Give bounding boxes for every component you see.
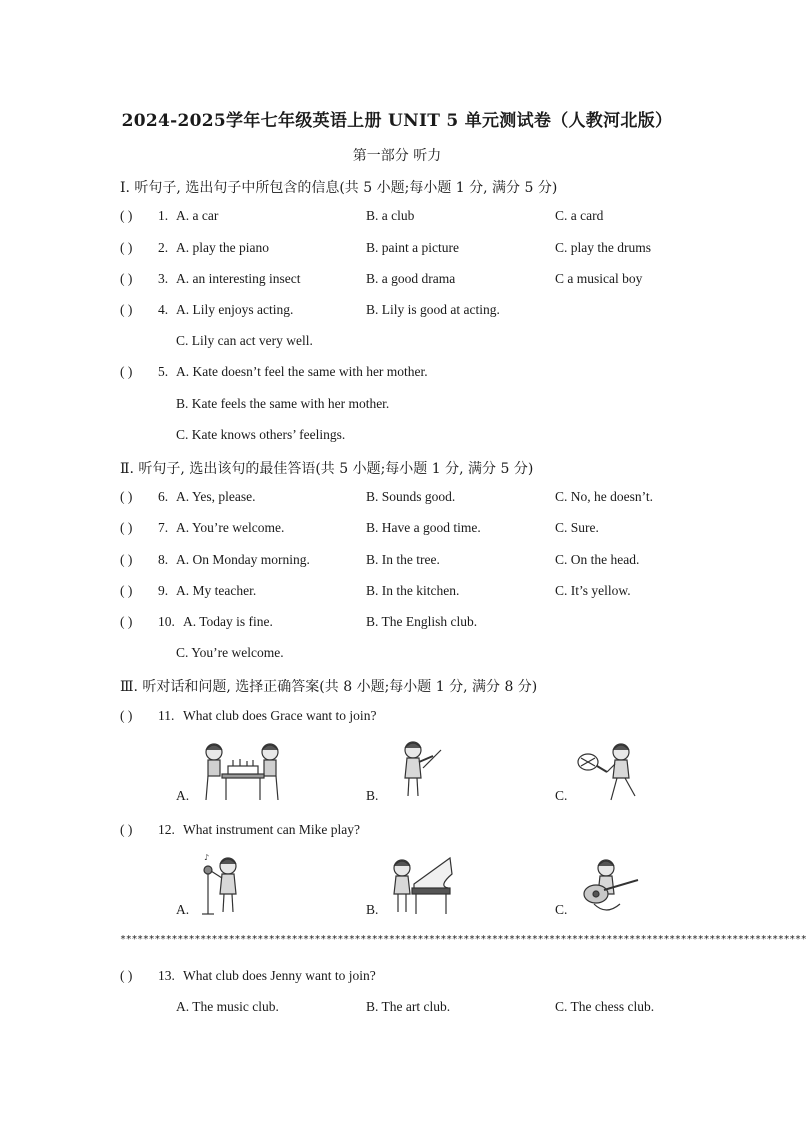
- guitar-player-icon[interactable]: [578, 856, 642, 916]
- option-c-label: C.: [555, 788, 568, 803]
- question-number: 10.: [158, 614, 175, 629]
- option-c: C. The chess club.: [555, 999, 655, 1014]
- question-number: 2.: [158, 240, 169, 255]
- question-number: 4.: [158, 302, 169, 317]
- option-b: B. Have a good time.: [366, 520, 481, 535]
- svg-text:♪: ♪: [204, 853, 210, 862]
- option-a-label: A.: [176, 902, 190, 917]
- answer-blank[interactable]: ( ): [120, 364, 133, 379]
- question-number: 5.: [158, 364, 169, 379]
- option-b-label: B.: [366, 788, 379, 803]
- option-c: C a musical boy: [555, 271, 643, 286]
- option-a: A. Today is fine.: [183, 614, 273, 629]
- option-b: B. Lily is good at acting.: [366, 302, 500, 317]
- question-number: 9.: [158, 583, 169, 598]
- option-a: A. play the piano: [176, 240, 269, 255]
- question-number: 6.: [158, 489, 169, 504]
- answer-blank[interactable]: ( ): [120, 583, 133, 598]
- option-a: A. My teacher.: [176, 583, 257, 598]
- option-b: B. a club: [366, 208, 415, 223]
- question-text: What instrument can Mike play?: [183, 822, 360, 837]
- question-10-option-c: C. You’re welcome.: [176, 645, 284, 660]
- part-heading: 第一部分 听力: [352, 148, 442, 164]
- option-a: A. an interesting insect: [176, 271, 301, 286]
- option-a: A. You’re welcome.: [176, 520, 285, 535]
- question-number: 1.: [158, 208, 169, 223]
- option-a: A. Kate doesn’t feel the same with her mother.: [176, 364, 428, 379]
- option-a: A. Yes, please.: [176, 489, 256, 504]
- section-1-heading: Ⅰ. 听句子, 选出句子中所包含的信息(共 5 小题;每小题 1 分, 满分 5 分): [120, 180, 558, 196]
- option-b: B. In the kitchen.: [366, 583, 460, 598]
- option-a: A. Lily enjoys acting.: [176, 302, 294, 317]
- option-a: A. On Monday morning.: [176, 552, 310, 567]
- answer-blank[interactable]: ( ): [120, 208, 133, 223]
- answer-blank[interactable]: ( ): [120, 708, 133, 723]
- question-number: 11.: [158, 708, 175, 723]
- option-b: B. Sounds good.: [366, 489, 456, 504]
- option-a: A. a car: [176, 208, 219, 223]
- option-b: B. paint a picture: [366, 240, 459, 255]
- option-c: C. It’s yellow.: [555, 583, 631, 598]
- divider-line: ************************************************************************************************************************: [120, 934, 806, 945]
- answer-blank[interactable]: ( ): [120, 302, 133, 317]
- question-number: 12.: [158, 822, 175, 837]
- answer-blank[interactable]: ( ): [120, 271, 133, 286]
- chess-players-icon[interactable]: [198, 740, 288, 802]
- question-number: 3.: [158, 271, 169, 286]
- question-number: 8.: [158, 552, 169, 567]
- option-b: B. a good drama: [366, 271, 456, 286]
- answer-blank[interactable]: ( ): [120, 968, 133, 983]
- answer-blank[interactable]: ( ): [120, 489, 133, 504]
- question-5-option-b: B. Kate feels the same with her mother.: [176, 396, 390, 411]
- question-text: What club does Jenny want to join?: [183, 968, 376, 983]
- option-a: A. The music club.: [176, 999, 279, 1014]
- option-b-label: B.: [366, 902, 379, 917]
- piano-player-icon[interactable]: [388, 854, 454, 916]
- question-text: What club does Grace want to join?: [183, 708, 377, 723]
- option-c: C. a card: [555, 208, 604, 223]
- page-title: 2024-2025学年七年级英语上册 UNIT 5 单元测试卷（人教河北版）: [121, 111, 673, 131]
- option-c-label: C.: [555, 902, 568, 917]
- option-c: C. Sure.: [555, 520, 599, 535]
- question-4-option-c: C. Lily can act very well.: [176, 333, 313, 348]
- option-b: B. In the tree.: [366, 552, 440, 567]
- option-b: B. The art club.: [366, 999, 451, 1014]
- section-3-heading: Ⅲ. 听对话和问题, 选择正确答案(共 8 小题;每小题 1 分, 满分 8 分): [120, 679, 538, 695]
- option-a-label: A.: [176, 788, 190, 803]
- answer-blank[interactable]: ( ): [120, 614, 133, 629]
- answer-blank[interactable]: ( ): [120, 822, 133, 837]
- section-2-heading: Ⅱ. 听句子, 选出该句的最佳答语(共 5 小题;每小题 1 分, 满分 5 分): [120, 461, 534, 477]
- option-c: C. play the drums: [555, 240, 651, 255]
- question-5-option-c: C. Kate knows others’ feelings.: [176, 427, 346, 442]
- question-number: 13.: [158, 968, 175, 983]
- singer-microphone-icon[interactable]: [198, 852, 246, 916]
- tennis-player-icon[interactable]: [575, 738, 645, 804]
- answer-blank[interactable]: ( ): [120, 520, 133, 535]
- question-number: 7.: [158, 520, 169, 535]
- answer-blank[interactable]: ( ): [120, 240, 133, 255]
- violin-player-icon[interactable]: [393, 738, 445, 800]
- answer-blank[interactable]: ( ): [120, 552, 133, 567]
- option-c: C. No, he doesn’t.: [555, 489, 653, 504]
- option-c: C. On the head.: [555, 552, 640, 567]
- option-b: B. The English club.: [366, 614, 478, 629]
